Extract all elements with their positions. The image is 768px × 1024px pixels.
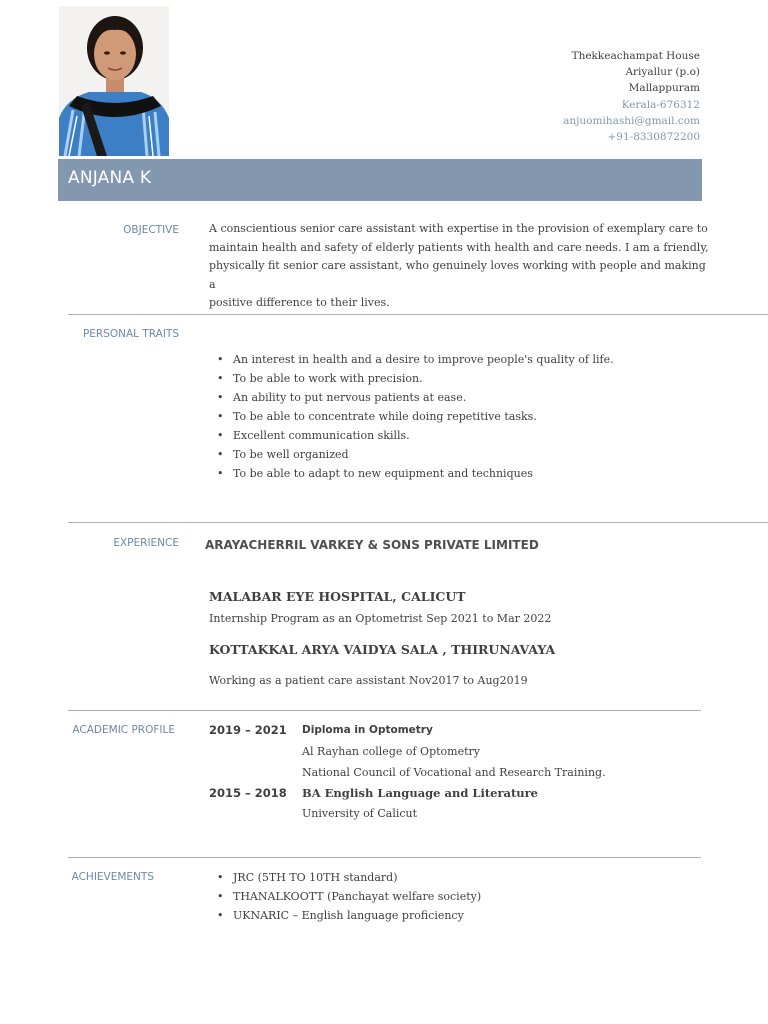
academic-institution: Al Rayhan college of Optometry: [302, 745, 480, 758]
section-label-achievements: ACHIEVEMENTS: [71, 871, 154, 883]
section-divider: [68, 710, 701, 711]
job-place: MALABAR EYE HOSPITAL, CALICUT: [209, 589, 466, 604]
contact-block: [563, 48, 700, 145]
objective-line: A conscientious senior care assistant with expertise in the provision of exemplary care to: [209, 222, 708, 235]
objective-line: maintain health and safety of elderly patients with health and care needs. I am a friendly,: [209, 240, 709, 254]
list-item: • Excellent communication skills.: [210, 426, 690, 445]
achievements-list: [210, 868, 690, 925]
list-item: • An interest in health and a desire to improve people's quality of life.: [210, 350, 690, 369]
company-name: ARAYACHERRIL VARKEY & SONS PRIVATE LIMITED: [205, 538, 539, 552]
address-house: Thekkeachampat House: [571, 50, 700, 62]
phone-number: +91-8330872200: [607, 131, 700, 144]
list-item: • To be able to adapt to new equipment and techniques: [210, 464, 690, 483]
list-item: • An ability to put nervous patients at ease.: [210, 388, 690, 407]
section-divider: [68, 314, 768, 315]
section-divider: [68, 522, 768, 523]
profile-photo: [59, 6, 169, 156]
academic-years: 2019 – 2021: [209, 723, 287, 737]
list-item: • To be able to concentrate while doing repetitive tasks.: [210, 407, 690, 426]
section-label-experience: EXPERIENCE: [113, 537, 179, 549]
academic-degree: BA English Language and Literature: [302, 786, 539, 800]
address-district: Mallappuram: [628, 82, 700, 95]
profile-photo-image: [59, 6, 169, 156]
objective-line: physically fit senior care assistant, who genuinely loves working with people and making a: [209, 259, 706, 291]
personal-traits-list: [210, 350, 690, 483]
objective-text: [209, 220, 709, 313]
list-item: • To be able to work with precision.: [210, 369, 690, 388]
email-link[interactable]: anjuomihashi@gmail.com: [563, 114, 700, 127]
list-item: • To be well organized: [210, 445, 690, 464]
name-banner: [58, 159, 702, 201]
objective-line: positive difference to their lives.: [209, 296, 390, 309]
address-post: Ariyallur (p.o): [625, 66, 700, 79]
address-state-pin: Kerala-676312: [621, 98, 700, 111]
section-label-personal-traits: PERSONAL TRAITS: [82, 328, 179, 340]
list-item: • THANALKOOTT (Panchayat welfare society): [210, 887, 690, 906]
academic-institution: National Council of Vocational and Research Training.: [302, 766, 606, 779]
list-item: • UKNARIC – English language proficiency: [210, 906, 690, 925]
candidate-name: ANJANA K: [68, 168, 152, 188]
section-label-academic-profile: ACADEMIC PROFILE: [72, 724, 175, 736]
job-detail: Working as a patient care assistant Nov2017 to Aug2019: [209, 674, 528, 687]
academic-years: 2015 – 2018: [209, 786, 287, 800]
academic-degree: Diploma in Optometry: [302, 724, 433, 736]
job-place: KOTTAKKAL ARYA VAIDYA SALA , THIRUNAVAYA: [209, 642, 556, 657]
job-detail: Internship Program as an Optometrist Sep 2021 to Mar 2022: [209, 612, 552, 625]
section-divider: [68, 857, 701, 858]
academic-institution: University of Calicut: [302, 807, 418, 820]
list-item: • JRC (5TH TO 10TH standard): [210, 868, 690, 887]
section-label-objective: OBJECTIVE: [123, 224, 179, 236]
